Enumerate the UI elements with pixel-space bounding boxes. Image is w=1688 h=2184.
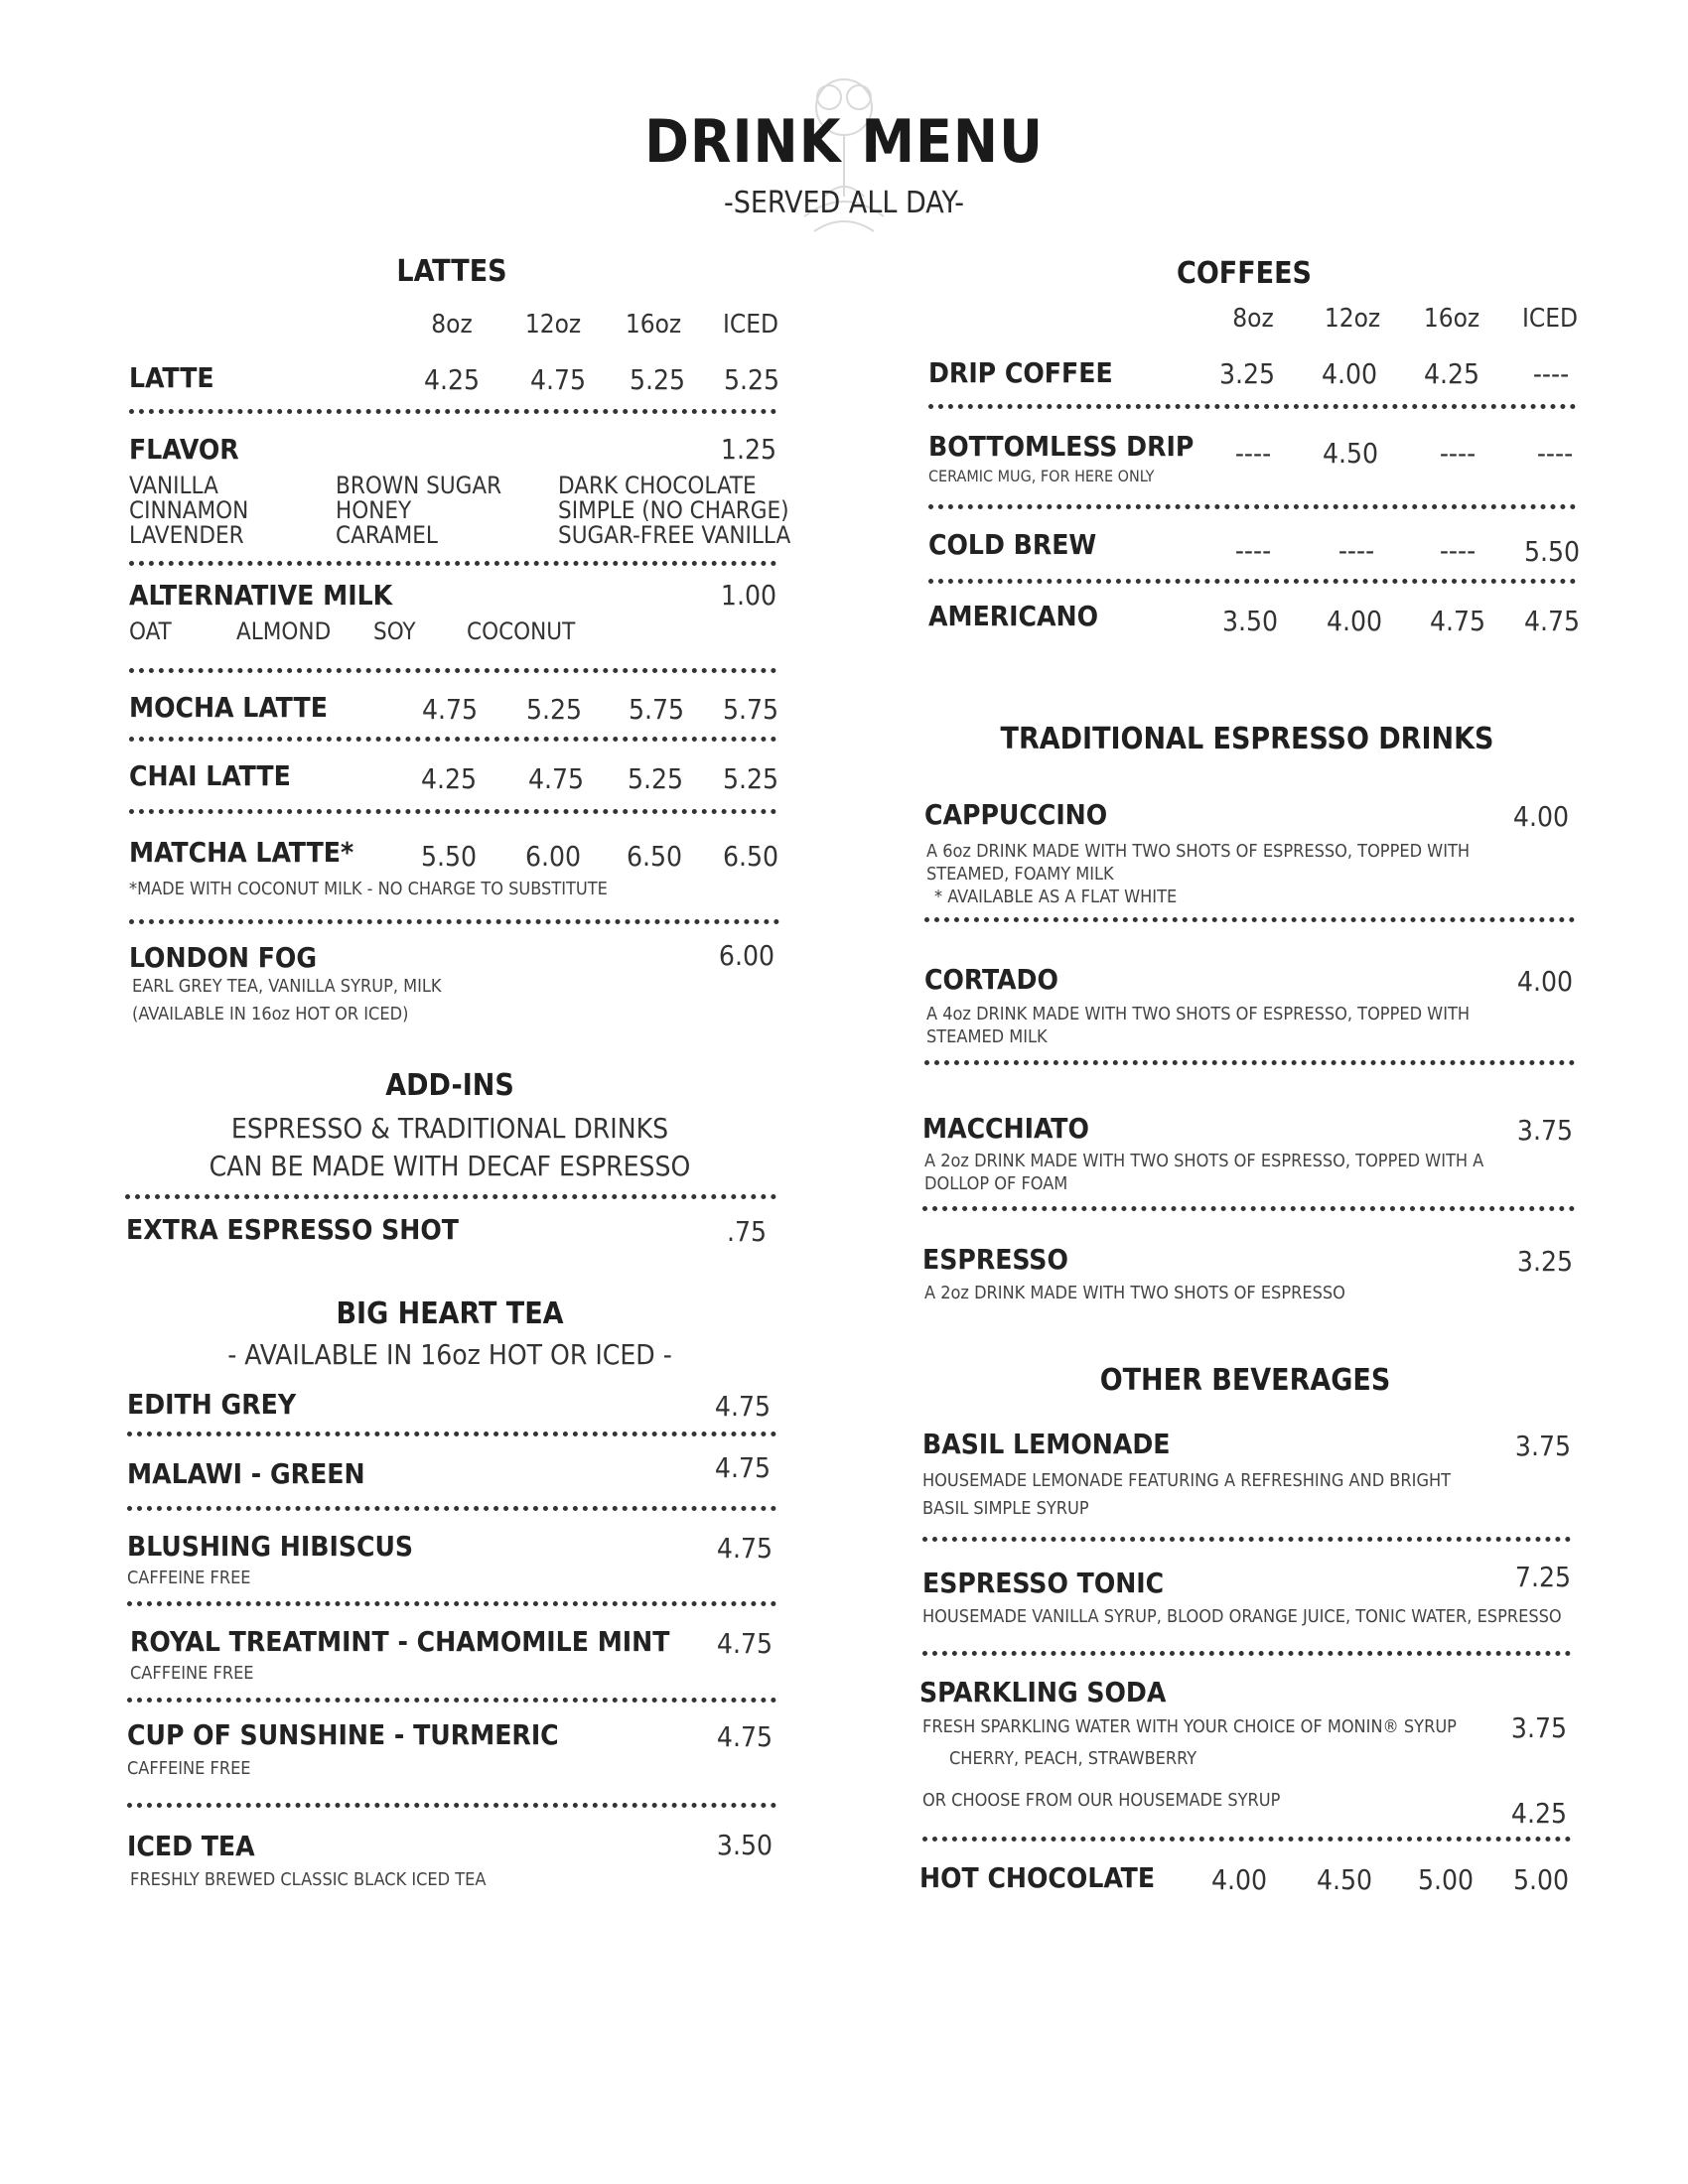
macchiato-note: A 2oz DRINK MADE WITH TWO SHOTS OF ESPRESSO, TOPPED WITH A bbox=[924, 1151, 1484, 1171]
cortado-price: 4.00 bbox=[1516, 965, 1573, 998]
tea-price: 4.75 bbox=[716, 1532, 773, 1565]
mocha-price-12oz: 5.25 bbox=[525, 693, 583, 726]
addins-heading: ADD-INS bbox=[385, 1068, 514, 1103]
flavor-price: 1.25 bbox=[720, 433, 776, 466]
matcha-name: MATCHA LATTE* bbox=[129, 836, 354, 869]
tea-price: 4.75 bbox=[716, 1720, 773, 1753]
divider bbox=[129, 561, 776, 566]
americano-name: AMERICANO bbox=[928, 600, 1099, 632]
size-16oz-label: 16oz bbox=[1423, 304, 1480, 334]
macchiato-note: DOLLOP OF FOAM bbox=[924, 1173, 1068, 1194]
drip-price-16oz: 4.25 bbox=[1423, 357, 1480, 390]
tea-note: CAFFEINE FREE bbox=[127, 1758, 251, 1779]
drip-name: DRIP COFFEE bbox=[928, 356, 1113, 389]
page-subtitle: -SERVED ALL DAY- bbox=[723, 186, 965, 220]
tea-name: CUP OF SUNSHINE - TURMERIC bbox=[127, 1718, 559, 1751]
divider bbox=[127, 1803, 776, 1808]
matcha-note: *MADE WITH COCONUT MILK - NO CHARGE TO SUBSTITUTE bbox=[129, 879, 608, 899]
cold-brew-price-12oz: ---- bbox=[1337, 534, 1375, 567]
lattes-heading: LATTES bbox=[396, 254, 507, 289]
divider bbox=[129, 919, 779, 924]
latte-price-8oz: 4.25 bbox=[423, 363, 481, 396]
coffees-heading: COFFEES bbox=[1177, 256, 1312, 291]
cold-brew-price-8oz: ---- bbox=[1234, 534, 1272, 567]
addins-line: CAN BE MADE WITH DECAF ESPRESSO bbox=[209, 1150, 691, 1182]
flavor-option: CINNAMON bbox=[129, 496, 249, 524]
tea-price: 4.75 bbox=[716, 1627, 773, 1660]
americano-price-16oz: 4.75 bbox=[1429, 605, 1486, 637]
latte-price-12oz: 4.75 bbox=[529, 363, 587, 396]
latte-price-iced: 5.25 bbox=[723, 363, 780, 396]
bottomless-note: CERAMIC MUG, FOR HERE ONLY bbox=[928, 467, 1155, 485]
divider bbox=[924, 1060, 1575, 1065]
tea-price: 4.75 bbox=[714, 1390, 771, 1423]
espresso-note: A 2oz DRINK MADE WITH TWO SHOTS OF ESPRESSO bbox=[924, 1283, 1345, 1303]
chai-price-12oz: 4.75 bbox=[527, 762, 585, 795]
size-16oz-label: 16oz bbox=[625, 310, 682, 340]
other-heading: OTHER BEVERAGES bbox=[1099, 1363, 1391, 1398]
chai-name: CHAI LATTE bbox=[129, 759, 291, 792]
cold-brew-price-iced: 5.50 bbox=[1523, 535, 1581, 568]
flavor-option: BROWN SUGAR bbox=[336, 472, 502, 499]
divider bbox=[928, 504, 1576, 509]
divider bbox=[928, 404, 1576, 409]
matcha-price-iced: 6.50 bbox=[722, 840, 779, 873]
drip-price-8oz: 3.25 bbox=[1218, 357, 1276, 390]
divider bbox=[922, 1837, 1571, 1842]
americano-price-iced: 4.75 bbox=[1523, 605, 1581, 637]
cold-brew-price-16oz: ---- bbox=[1439, 534, 1477, 567]
divider bbox=[922, 1537, 1571, 1542]
cappuccino-name: CAPPUCCINO bbox=[924, 798, 1108, 831]
cappuccino-note: STEAMED, FOAMY MILK bbox=[926, 864, 1114, 885]
soda-note: FRESH SPARKLING WATER WITH YOUR CHOICE OF MONIN® SYRUP bbox=[922, 1716, 1457, 1737]
bottomless-price-8oz: ---- bbox=[1234, 437, 1272, 470]
drip-price-iced: ---- bbox=[1532, 357, 1570, 390]
macchiato-name: MACCHIATO bbox=[922, 1112, 1089, 1145]
flavor-option: SIMPLE (NO CHARGE) bbox=[558, 496, 789, 524]
espresso-heading: TRADITIONAL ESPRESSO DRINKS bbox=[1000, 722, 1494, 756]
matcha-price-8oz: 5.50 bbox=[420, 840, 478, 873]
hot-chocolate-price-16oz: 5.00 bbox=[1417, 1863, 1475, 1896]
hot-chocolate-price-8oz: 4.00 bbox=[1210, 1863, 1268, 1896]
flavor-option: SUGAR-FREE VANILLA bbox=[558, 521, 791, 549]
divider bbox=[127, 1698, 776, 1703]
size-12oz-label: 12oz bbox=[524, 310, 582, 340]
tea-price: 3.50 bbox=[716, 1829, 773, 1861]
divider bbox=[127, 1601, 776, 1606]
soda-price: 4.25 bbox=[1510, 1797, 1567, 1830]
matcha-price-16oz: 6.50 bbox=[626, 840, 683, 873]
chai-price-16oz: 5.25 bbox=[627, 762, 684, 795]
espresso-price: 3.25 bbox=[1516, 1245, 1573, 1278]
london-fog-note: (AVAILABLE IN 16oz HOT OR ICED) bbox=[132, 1004, 409, 1024]
latte-price-16oz: 5.25 bbox=[629, 363, 686, 396]
bottomless-name: BOTTOMLESS DRIP bbox=[928, 430, 1195, 463]
size-8oz-label: 8oz bbox=[1232, 304, 1274, 334]
tea-price: 4.75 bbox=[714, 1451, 771, 1484]
divider bbox=[928, 579, 1576, 584]
tea-name: MALAWI - GREEN bbox=[127, 1457, 365, 1490]
cortado-name: CORTADO bbox=[924, 963, 1058, 996]
flavor-name: FLAVOR bbox=[129, 433, 239, 466]
size-iced-label: ICED bbox=[722, 310, 779, 340]
cappuccino-note: A 6oz DRINK MADE WITH TWO SHOTS OF ESPRESSO, TOPPED WITH bbox=[926, 841, 1471, 862]
soda-note: OR CHOOSE FROM OUR HOUSEMADE SYRUP bbox=[922, 1790, 1281, 1811]
alt-milk-name: ALTERNATIVE MILK bbox=[129, 579, 393, 612]
tea-note: CAFFEINE FREE bbox=[127, 1568, 251, 1588]
matcha-price-12oz: 6.00 bbox=[524, 840, 582, 873]
americano-price-8oz: 3.50 bbox=[1221, 605, 1279, 637]
london-fog-note: EARL GREY TEA, VANILLA SYRUP, MILK bbox=[132, 976, 442, 997]
macchiato-price: 3.75 bbox=[1516, 1114, 1573, 1147]
flavor-option: VANILLA bbox=[129, 472, 218, 499]
chai-price-8oz: 4.25 bbox=[420, 762, 478, 795]
tea-note: FRESHLY BREWED CLASSIC BLACK ICED TEA bbox=[130, 1869, 487, 1890]
mocha-price-iced: 5.75 bbox=[722, 693, 779, 726]
flavor-option: LAVENDER bbox=[129, 521, 244, 549]
page-title: DRINK MENU bbox=[644, 107, 1044, 177]
tonic-price: 7.25 bbox=[1514, 1561, 1571, 1593]
cappuccino-price: 4.00 bbox=[1512, 800, 1569, 833]
london-fog-price: 6.00 bbox=[718, 939, 774, 972]
size-iced-label: ICED bbox=[1521, 304, 1579, 334]
basil-note: HOUSEMADE LEMONADE FEATURING A REFRESHING AND BRIGHT bbox=[922, 1470, 1452, 1491]
drip-price-12oz: 4.00 bbox=[1321, 357, 1378, 390]
bottomless-price-16oz: ---- bbox=[1439, 437, 1477, 470]
flavor-option: HONEY bbox=[336, 496, 412, 524]
soda-name: SPARKLING SODA bbox=[919, 1676, 1167, 1708]
london-fog-name: LONDON FOG bbox=[129, 941, 318, 974]
divider bbox=[129, 668, 776, 673]
tea-name: ICED TEA bbox=[127, 1830, 255, 1862]
bottomless-price-iced: ---- bbox=[1536, 437, 1574, 470]
alt-milk-price: 1.00 bbox=[720, 579, 776, 612]
divider bbox=[127, 1506, 776, 1511]
tonic-name: ESPRESSO TONIC bbox=[922, 1567, 1165, 1599]
chai-price-iced: 5.25 bbox=[722, 762, 779, 795]
basil-name: BASIL LEMONADE bbox=[922, 1428, 1171, 1460]
divider bbox=[922, 1651, 1571, 1656]
divider bbox=[129, 809, 776, 814]
flavor-option: DARK CHOCOLATE bbox=[558, 472, 757, 499]
alt-milk-option: COCONUT bbox=[467, 617, 576, 645]
tea-name: EDITH GREY bbox=[127, 1388, 297, 1421]
mocha-price-8oz: 4.75 bbox=[421, 693, 479, 726]
divider bbox=[922, 1206, 1575, 1211]
extra-shot-name: EXTRA ESPRESSO SHOT bbox=[126, 1213, 459, 1246]
tea-heading: BIG HEART TEA bbox=[336, 1297, 564, 1331]
divider bbox=[129, 409, 776, 414]
alt-milk-option: ALMOND bbox=[236, 617, 332, 645]
tea-note: CAFFEINE FREE bbox=[130, 1663, 254, 1684]
basil-price: 3.75 bbox=[1514, 1430, 1571, 1462]
alt-milk-option: SOY bbox=[373, 617, 416, 645]
soda-price: 3.75 bbox=[1510, 1711, 1567, 1744]
divider bbox=[127, 1432, 776, 1436]
tea-name: ROYAL TREATMINT - CHAMOMILE MINT bbox=[130, 1625, 670, 1658]
cappuccino-note: * AVAILABLE AS A FLAT WHITE bbox=[934, 887, 1178, 907]
tea-name: BLUSHING HIBISCUS bbox=[127, 1530, 414, 1563]
mocha-price-16oz: 5.75 bbox=[628, 693, 685, 726]
basil-note: BASIL SIMPLE SYRUP bbox=[922, 1498, 1089, 1519]
hot-chocolate-price-12oz: 4.50 bbox=[1316, 1863, 1373, 1896]
size-8oz-label: 8oz bbox=[431, 310, 473, 340]
cold-brew-name: COLD BREW bbox=[928, 528, 1097, 561]
cortado-note: A 4oz DRINK MADE WITH TWO SHOTS OF ESPRESSO, TOPPED WITH bbox=[926, 1004, 1471, 1024]
divider bbox=[129, 737, 776, 742]
alt-milk-option: OAT bbox=[129, 617, 172, 645]
tonic-note: HOUSEMADE VANILLA SYRUP, BLOOD ORANGE JUICE, TONIC WATER, ESPRESSO bbox=[922, 1606, 1562, 1627]
espresso-name: ESPRESSO bbox=[922, 1243, 1068, 1276]
hot-chocolate-price-iced: 5.00 bbox=[1512, 1863, 1570, 1896]
bottomless-price-12oz: 4.50 bbox=[1322, 437, 1379, 470]
tea-subheading: - AVAILABLE IN 16oz HOT OR ICED - bbox=[227, 1338, 672, 1371]
size-12oz-label: 12oz bbox=[1324, 304, 1381, 334]
latte-name: LATTE bbox=[129, 361, 214, 394]
addins-line: ESPRESSO & TRADITIONAL DRINKS bbox=[230, 1112, 669, 1145]
mocha-name: MOCHA LATTE bbox=[129, 691, 328, 724]
cortado-note: STEAMED MILK bbox=[926, 1026, 1048, 1047]
divider bbox=[125, 1194, 776, 1199]
americano-price-12oz: 4.00 bbox=[1326, 605, 1383, 637]
hot-chocolate-name: HOT CHOCOLATE bbox=[919, 1861, 1156, 1894]
soda-note: CHERRY, PEACH, STRAWBERRY bbox=[949, 1748, 1197, 1769]
flavor-option: CARAMEL bbox=[336, 521, 438, 549]
extra-shot-price: .75 bbox=[726, 1215, 767, 1248]
divider bbox=[924, 917, 1575, 922]
